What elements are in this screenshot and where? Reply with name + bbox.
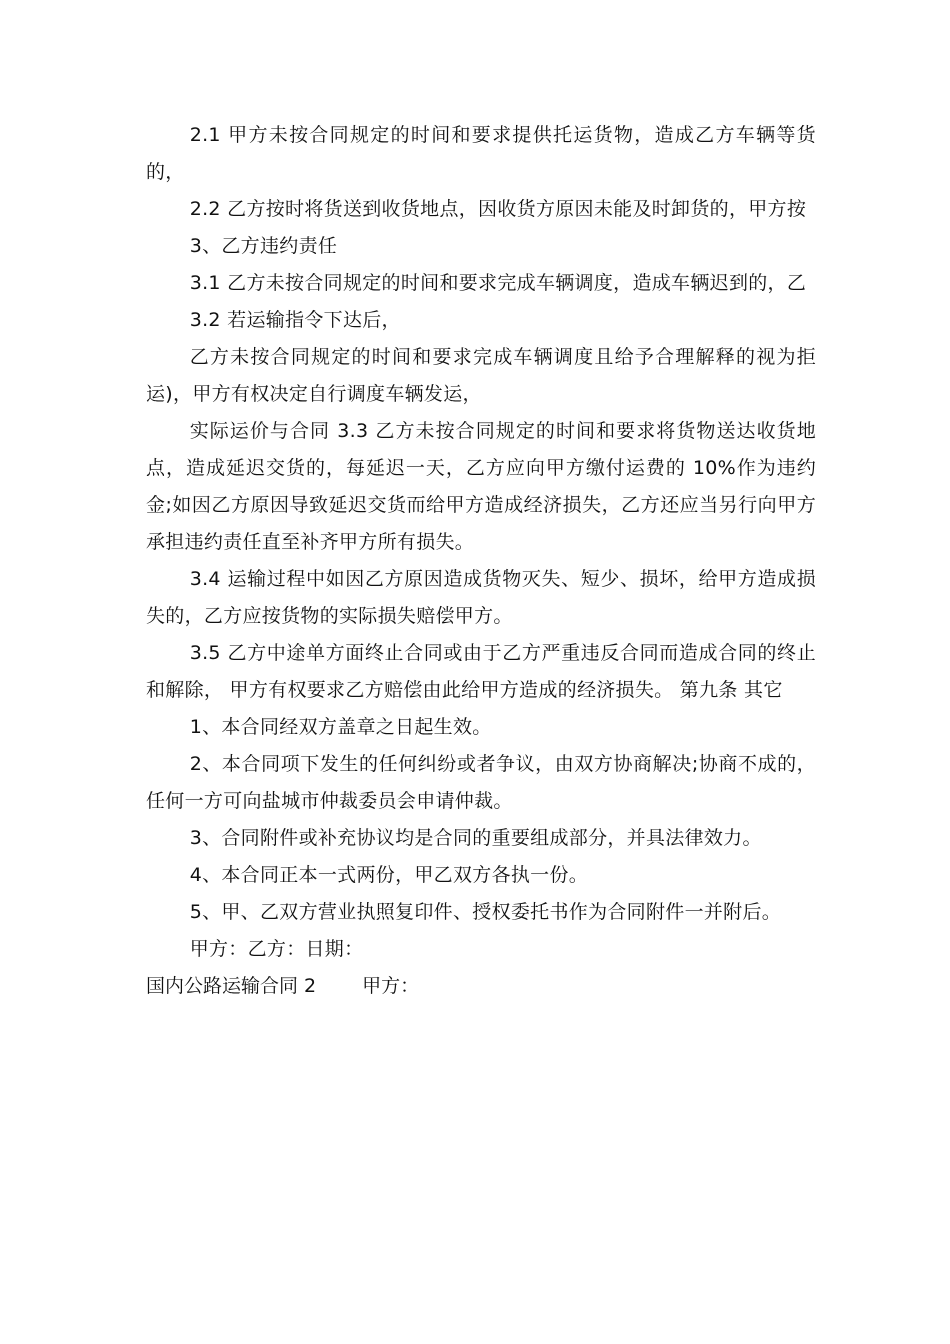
contract-title: 国内公路运输合同 2 <box>146 975 317 997</box>
article-9-item-2: 2、本合同项下发生的任何纠纷或者争议，由双方协商解决;协商不成的， 任何一方可向盐城市仲裁委员会申请仲裁。 <box>146 753 816 812</box>
next-contract-line <box>146 968 816 1005</box>
clause-2-1: 2.1 甲方未按合同规定的时间和要求提供托运货物，造成乙方车辆等货的， <box>146 124 816 183</box>
article-9-item-3: 3、合同附件或补充协议均是合同的重要组成部分，并具法律效力。 <box>189 827 762 849</box>
clause-3-3: 实际运价与合同 3.3 乙方未按合同规定的时间和要求将货物送达收货地点，造成延迟交货的，每延迟一天，乙方应向甲方缴付运费的 10%作为违约金;如因乙方原因导致延迟交货而给甲方造成经济损失，乙方还应当另行向甲方承担违约责任直至补齐甲方所有损失。 <box>146 420 816 553</box>
clause-3-4: 3.4 运输过程中如因乙方原因造成货物灭失、短少、损坏，给甲方造成损失的，乙方应按货物的实际损失赔偿甲方。 <box>146 568 816 627</box>
clause-2-2: 2.2 乙方按时将货送到收货地点，因收货方原因未能及时卸货的，甲方按 <box>189 198 807 220</box>
document-body <box>146 117 816 1005</box>
clause-3-5: 3.5 乙方中途单方面终止合同或由于乙方严重违反合同而造成合同的终止和解除， 甲方有权要求乙方赔偿由此给甲方造成的经济损失。 第九条 其它 <box>146 642 816 701</box>
article-9-item-5: 5、甲、乙双方营业执照复印件、授权委托书作为合同附件一并附后。 <box>189 901 782 923</box>
party-a-label: 甲方： <box>362 975 420 997</box>
clause-3-2: 3.2 若运输指令下达后， <box>189 309 401 331</box>
article-9-item-1: 1、本合同经双方盖章之日起生效。 <box>189 716 492 738</box>
clause-3-1: 3.1 乙方未按合同规定的时间和要求完成车辆调度，造成车辆迟到的，乙 <box>189 272 807 294</box>
clause-3-2-detail: 乙方未按合同规定的时间和要求完成车辆调度且给予合理解释的视为拒运)，甲方有权决定自行调度车辆发运， <box>146 346 816 405</box>
section-3-heading: 3、乙方违约责任 <box>189 235 338 257</box>
article-9-item-4: 4、本合同正本一式两份，甲乙双方各执一份。 <box>189 864 589 886</box>
signature-line: 甲方：乙方：日期： <box>189 938 364 960</box>
